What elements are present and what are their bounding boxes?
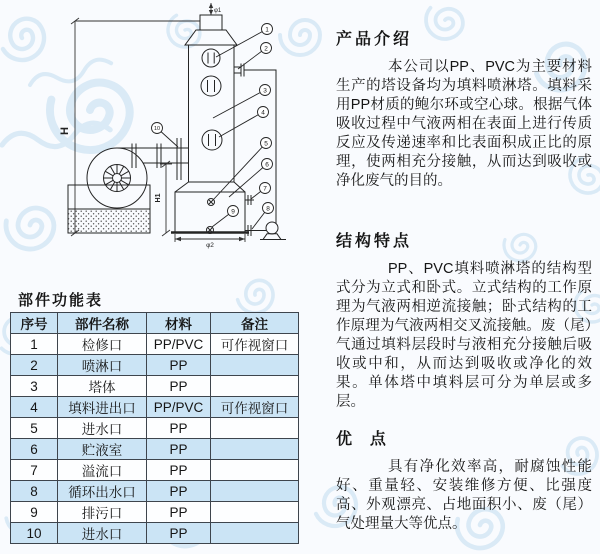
cell-note: [211, 355, 299, 376]
cell-note: [211, 502, 299, 523]
cell-name: 喷淋口: [58, 355, 147, 376]
cell-no: 2: [11, 355, 58, 376]
dimension-phi2: [175, 234, 245, 249]
col-header-note: 备注: [211, 313, 299, 334]
cell-material: PP: [147, 418, 211, 439]
cell-material: PP/PVC: [147, 397, 211, 418]
manhole-2: [201, 76, 221, 96]
cell-material: PP: [147, 481, 211, 502]
table-row: [11, 502, 299, 523]
callout-1-label: 1: [265, 26, 269, 34]
cell-material: PP: [147, 376, 211, 397]
cell-material: PP: [147, 460, 211, 481]
cell-material: PP: [147, 523, 211, 544]
col-header-name: 部件名称: [58, 313, 147, 334]
cell-note: [211, 481, 299, 502]
fan-assembly: [68, 138, 189, 233]
callout-8-label: 8: [266, 205, 270, 213]
callout-10-label: 10: [153, 126, 161, 133]
section-structure-features: [336, 232, 592, 412]
section-body: PP、PVC填料喷淋塔的结构型式分为立式和卧式。立式结构的工作原理为气液两相逆流接触；卧式结构的工作原理为气液两相交叉流接触。废（尾）气通过填料层段时与液相充分接触后吸收或中和，从而达到吸收或净化的效果。单体塔中填料层可分为单层或多层。: [336, 261, 592, 410]
table-row: [11, 355, 299, 376]
circulation-outlet-stub: [245, 225, 266, 236]
table-row: [11, 334, 299, 355]
cell-name: 进水口: [58, 523, 147, 544]
section-advantages: [336, 430, 592, 534]
dim-phi2-label: φ2: [206, 242, 214, 249]
cell-no: 4: [11, 397, 58, 418]
callout-3-label: 3: [263, 87, 267, 95]
cell-name: 循环出水口: [58, 481, 147, 502]
fan-impeller: [104, 165, 131, 192]
callout-6-label: 6: [265, 161, 269, 169]
cell-no: 8: [11, 481, 58, 502]
section-heading: 结构特点: [336, 233, 413, 250]
cell-name: 检修口: [58, 334, 147, 355]
cell-note: 可作视窗口: [211, 334, 299, 355]
table-row: [11, 418, 299, 439]
parts-table-title: 部件功能表: [18, 292, 104, 309]
cell-note: [211, 460, 299, 481]
cell-name: 塔体: [58, 376, 147, 397]
dim-h-label: H: [59, 127, 71, 135]
cell-no: 5: [11, 418, 58, 439]
section-heading: 优 点: [336, 431, 389, 448]
cell-name: 填料进出口: [58, 397, 147, 418]
table-row: [11, 481, 299, 502]
dimension-phi1: [209, 3, 222, 15]
table-row: [11, 523, 299, 544]
section-product-intro: [336, 30, 592, 191]
section-heading: 产品介绍: [336, 31, 413, 48]
tower-diagram: [0, 0, 345, 258]
callout-7-label: 7: [263, 185, 267, 193]
cell-no: 7: [11, 460, 58, 481]
water-inlet-pipe: [177, 138, 181, 180]
cell-no: 9: [11, 502, 58, 523]
cell-note: 可作视窗口: [211, 397, 299, 418]
table-header-row: [11, 313, 299, 334]
cell-name: 排污口: [58, 502, 147, 523]
manhole-1: [202, 49, 220, 67]
dim-h1-label: H1: [155, 193, 162, 203]
table-row: [11, 376, 299, 397]
table-row: [11, 397, 299, 418]
cell-note: [211, 523, 299, 544]
callout-numbers: [154, 26, 270, 215]
cell-material: PP: [147, 502, 211, 523]
table-row: [11, 460, 299, 481]
fan-volute: [87, 148, 147, 208]
manhole-3: [202, 130, 222, 150]
cell-no: 1: [11, 334, 58, 355]
cell-name: 溢流口: [58, 460, 147, 481]
cell-name: 进水口: [58, 418, 147, 439]
table-row: [11, 439, 299, 460]
dimension-h: [71, 18, 200, 236]
cell-note: [211, 376, 299, 397]
section-body: 具有净化效率高，耐腐蚀性能好、重量轻、安装维修方便、比强度高、外观漂亮、占地面积小、废（尾）气处理量大等优点。: [336, 459, 592, 532]
cell-note: [211, 439, 299, 460]
callout-9-label: 9: [231, 208, 235, 216]
col-header-seq: 序号: [11, 313, 58, 334]
fan-foundation: [68, 185, 150, 233]
section-body: 本公司以PP、PVC为主要材料生产的塔设备均为填料喷淋塔。填料采用PP材质的鲍尔环或空心球。根据气体吸收过程中气液两相在表面上进行传质反应及传递速率和比表面积成正比的原理，使两相充分接触，从而达到吸收或净化废气的目的。: [336, 59, 592, 189]
dim-phi1-label: φ1: [214, 8, 222, 14]
tower-outlet: [200, 15, 222, 30]
cell-material: PP: [147, 355, 211, 376]
tower-cone: [185, 30, 237, 45]
callout-5-label: 5: [264, 140, 268, 148]
parts-table: [10, 312, 299, 544]
cell-material: PP: [147, 439, 211, 460]
cell-no: 6: [11, 439, 58, 460]
cell-note: [211, 418, 299, 439]
callout-4-label: 4: [261, 109, 265, 117]
col-header-material: 材料: [147, 313, 211, 334]
cell-name: 贮液室: [58, 439, 147, 460]
overflow-stub: [245, 195, 254, 205]
callout-bubbles: [152, 24, 274, 217]
cell-no: 10: [11, 523, 58, 544]
cell-material: PP/PVC: [147, 334, 211, 355]
tower-body: [189, 45, 235, 182]
tank-transition: [175, 182, 245, 192]
cell-no: 3: [11, 376, 58, 397]
callout-2-label: 2: [264, 45, 268, 53]
